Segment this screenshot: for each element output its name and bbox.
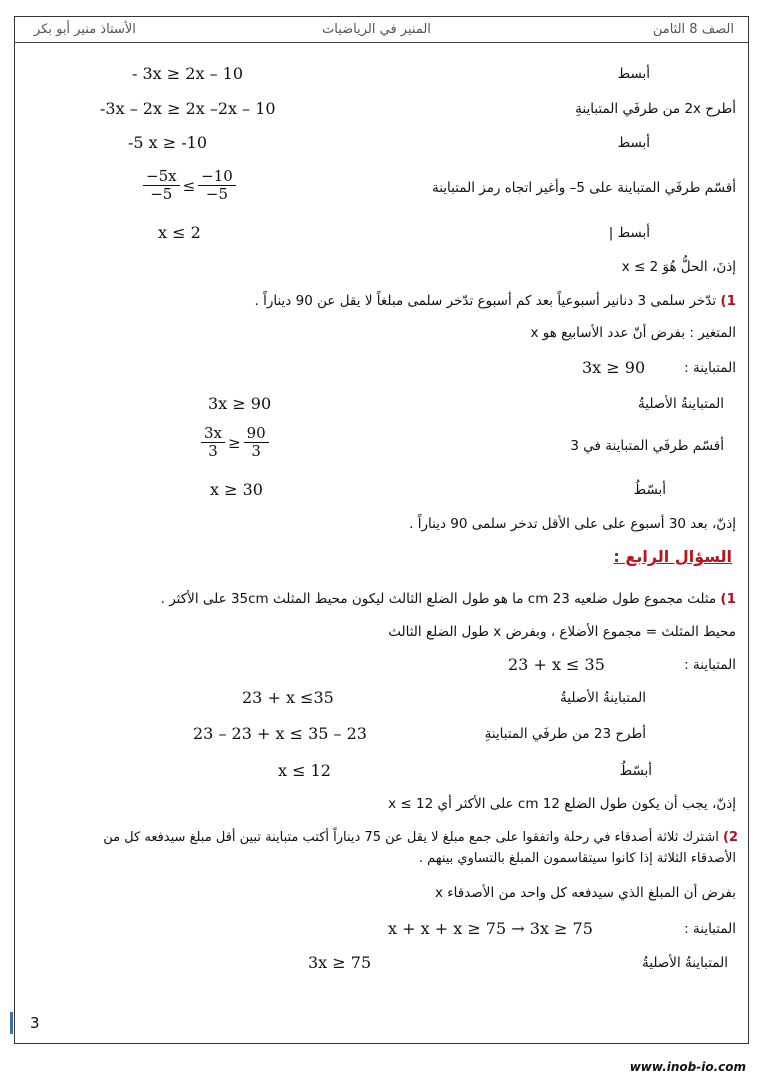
step-math: x ≤ 2 [158, 223, 201, 242]
header-teacher: الأستاذ منير أبو بكر [34, 22, 136, 37]
question-text-line2: الأصدقاء الثلاثة إذا كانوا سيتقاسمون المبلغ بالتساوي بينهم . [418, 851, 736, 866]
denominator: −5 [205, 185, 229, 203]
step-label: أقسّم طرفَي المتباينة في 3 [570, 438, 724, 454]
step-label: أبسّطُ [619, 763, 652, 779]
header-book-title: المنير في الرياضيات [322, 22, 431, 37]
step-label: أبسط | [608, 225, 650, 241]
inequality-math: 3x ≥ 90 [582, 358, 646, 377]
inequality-label: المتباينة : [684, 360, 736, 376]
numerator: −5x [143, 168, 180, 186]
step-math: x ≤ 12 [278, 761, 331, 780]
step-label: أقسّم طرفَي المتباينة على 5– وأغير اتجاه رمز المتباينة [431, 180, 736, 196]
step-label: المتباينةُ الأصليةُ [560, 690, 646, 706]
conclusion: إذنَ، الحلُّ هُوَ 2 ≥ x [621, 259, 736, 275]
question-text: اشترك ثلاثة أصدقاء في رحلة واتفقوا على جمع مبلغ لا يقل عن 75 ديناراً أكتب متباينة تبين أقل مبلغ سيدفعه كل من [103, 830, 719, 845]
inequality-math: 23 + x ≤ 35 [508, 655, 605, 674]
step-label: المتباينةُ الأصليةُ [642, 955, 728, 971]
step-label: أبسّطُ [633, 482, 666, 498]
page-marker-bar [10, 1012, 13, 1034]
step-math: -5 x ≥ -10 [128, 133, 208, 152]
step-math: 3x ≥ 75 [308, 953, 372, 972]
step-label: المتباينةُ الأصليةُ [638, 396, 724, 412]
step-math: x ≥ 30 [210, 480, 263, 499]
conclusion: إذنّ، بعد 30 أسبوع على على الأقل تدخر سلمى 90 ديناراً . [409, 516, 736, 532]
assumption: بفرض أن المبلغ الذي سيدفعه كل واحد من الأصدقاء x [434, 885, 736, 901]
step-label: أبسط [617, 66, 650, 82]
inequality-label: المتباينة : [684, 921, 736, 937]
step-math: 23 – 23 + x ≤ 35 – 23 [193, 724, 367, 743]
numerator: 3x [201, 425, 225, 443]
question-number: 1) [720, 591, 736, 607]
perimeter-definition: محيط المثلث = مجموع الأضلاع ، وبفرض x طول الضلع الثالث [388, 624, 736, 640]
fraction-inequality [140, 168, 239, 203]
numerator: 90 [244, 425, 269, 443]
website-url[interactable]: www.inob-io.com [629, 1060, 746, 1074]
step-label: أطرح 2x من طرفَي المتباينةِ [575, 101, 736, 117]
step-label: أبسط [617, 135, 650, 151]
step-label: أطرح 23 من طرفَي المتباينةِ [484, 726, 646, 742]
inequality-sign: ≥ [228, 433, 241, 452]
step-math: - 3x ≥ 2x – 10 [132, 64, 244, 83]
variable-definition: المتغير : بفرض أنّ عدد الأسابيع هو x [530, 325, 736, 341]
question-1 [161, 591, 736, 607]
question-text: مثلث مجموع طول ضلعيه 23 cm ما هو طول الضلع الثالث ليكون محيط المثلث 35cm على الأكثر . [160, 591, 717, 607]
question-number: 1) [720, 293, 736, 309]
header-divider [14, 42, 749, 43]
fraction-inequality [198, 425, 272, 460]
denominator: 3 [251, 442, 261, 460]
inequality-sign: ≤ [182, 176, 196, 195]
question-2 [103, 830, 738, 845]
conclusion: إذنّ، يجب أن يكون طول الضلع 12 cm على الأكثر أي 12 ≥ x [388, 796, 736, 812]
question-1 [255, 293, 737, 309]
step-math: 23 + x ≤35 [242, 688, 334, 707]
page-number: 3 [30, 1014, 40, 1032]
step-math: 3x ≥ 90 [208, 394, 272, 413]
question-text: تدّخر سلمى 3 دنانير أسبوعياً بعد كم أسبوع تدّخر سلمى مبلغاً لا يقل عن 90 ديناراً . [254, 293, 717, 309]
numerator: −10 [198, 168, 236, 186]
inequality-label: المتباينة : [684, 657, 736, 673]
denominator: −5 [150, 185, 173, 203]
inequality-math: x + x + x ≥ 75 → 3x ≥ 75 [388, 919, 593, 938]
denominator: 3 [208, 442, 218, 460]
question-number: 2) [723, 830, 738, 845]
section-title: السؤال الرابع : [613, 547, 732, 566]
step-math: -3x – 2x ≥ 2x –2x – 10 [100, 99, 276, 118]
header-grade: الصف 8 الثامن [652, 22, 734, 37]
